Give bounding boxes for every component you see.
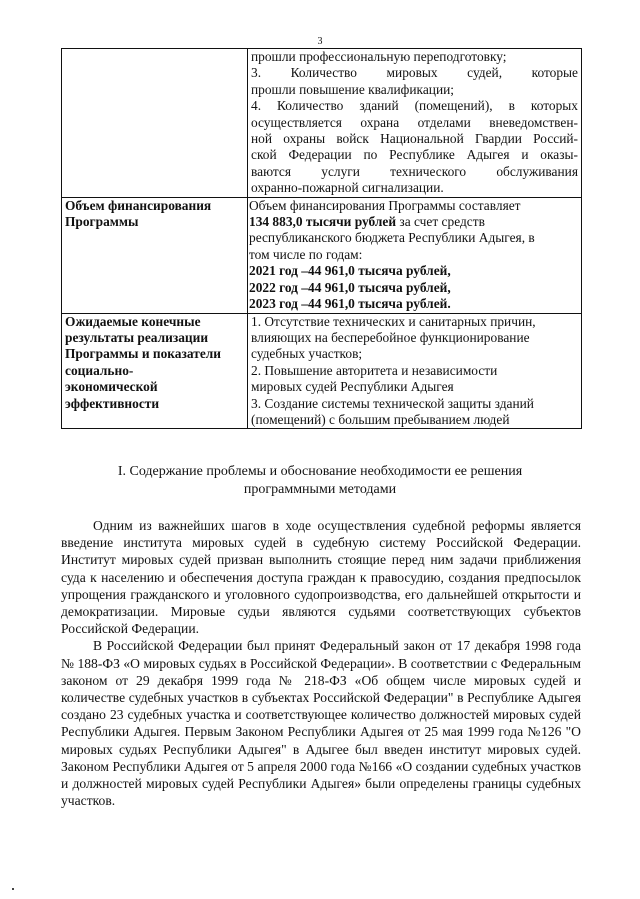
section-body [61, 517, 581, 809]
financing-year: 2022 год –44 961,0 тысяча рублей, [249, 279, 451, 295]
row2-label-line: Программы [65, 214, 139, 230]
financing-intro: Объем финансирования Программы составляет [249, 197, 521, 213]
scan-speck [12, 888, 14, 890]
row3-label-line: Программы и показатели [65, 346, 221, 362]
section-heading-line: программными методами [243, 482, 397, 497]
row3-label-line: экономической [65, 379, 158, 395]
row1-line: ской Федерации по Республике Адыгея и оказы- [251, 147, 578, 163]
row3-line: 1. Отсутствие технических и санитарных причин, [251, 313, 536, 329]
row1-line: прошли повышение квалификации; [251, 81, 454, 97]
row3-label-line: социально- [65, 362, 134, 378]
financing-amount-tail: за счет средств [396, 214, 485, 230]
row3-label-line: Ожидаемые конечные [65, 313, 201, 329]
row3-label-line: эффективности [65, 395, 160, 411]
row1-line: 3. Количество мировых судей, которые [251, 65, 578, 81]
financing-amount-line [249, 214, 578, 230]
row1-label-cell [62, 49, 248, 198]
table-row-results [62, 313, 582, 429]
row3-label-cell [62, 313, 248, 429]
row1-line: прошли профессиональную переподготовку; [251, 49, 507, 64]
row3-label-line: результаты реализации [65, 329, 209, 345]
row2-label-cell [62, 197, 248, 313]
body-paragraph: В Российской Федерации был принят Федеральный закон от 17 декабря 1998 года № 188-ФЗ «О мировых судьях в Российской Федерации». В соответствии с Федеральным законом от 29 декабря 1999 года № 218-ФЗ «Об общем числе мировых судей и количестве судебных участков в субъектах Российской Федерации" в Республике Адыгея создано 23 судебных участка и соответствующее количество должностей мировых судей Республики Адыгея. Первым Законом Республики Адыгея от 25 мая 1999 года №126 "О мировых судьях Республики Адыгея" в Адыгее был введен институт мировых судей. Законом Республики Адыгея от 5 апреля 2000 года №166 «О создании судебных участков и должностей мировых судей Республики Адыгея» были определены границы судебных участков. [61, 638, 581, 809]
financing-amount: 134 883,0 тысячи рублей [249, 214, 397, 230]
row3-line: (помещений) с большим пребыванием людей [251, 411, 510, 427]
row3-value-cell [248, 313, 582, 429]
row1-line: ной охраны войск Национальной Гвардии Россий- [251, 131, 578, 147]
row1-line: 4. Количество зданий (помещений), в которых [251, 98, 578, 114]
row2-label-line: Объем финансирования [65, 197, 212, 213]
row1-line: осуществляется охрана отделами вневедомствен- [251, 114, 578, 130]
row3-line: судебных участков; [251, 346, 363, 362]
section-heading-line: I. Содержание проблемы и обоснование необходимости ее решения [117, 464, 523, 479]
row1-line: охранно-пожарной сигнализации. [251, 180, 444, 196]
financing-year: 2023 год –44 961,0 тысяча рублей. [249, 296, 451, 312]
row3-line: влияющих на бесперебойное функционирование [251, 329, 530, 345]
body-paragraph: Одним из важнейших шагов в ходе осуществления судебной реформы является введение института мировых судей в судебную систему Российской Федерации. Институт мировых судей призван выполнить стоящие перед ним задачи приближения суда к населению и обеспечения доступа граждан к правосудию, создания предпосылок упрощения гражданского и уголовного судопроизводства, его дальнейшей открытости и демократизации. Мировые судьи являются судьями соответствующих субъектов Российской Федерации. [61, 518, 581, 637]
row3-line: 3. Создание системы технической защиты зданий [251, 395, 534, 411]
row1-value-cell [248, 49, 582, 198]
financing-year: 2021 год –44 961,0 тысяча рублей, [249, 263, 451, 279]
row1-line: ваются услуги технического обслуживания [251, 163, 578, 179]
financing-intro-line: республиканского бюджета Республики Адыгея, в [249, 230, 535, 246]
program-passport-table [61, 48, 582, 429]
row2-value-cell [248, 197, 582, 313]
page-number: 3 [317, 36, 323, 47]
financing-intro-line: том числе по годам: [249, 246, 363, 262]
table-row-financing [62, 197, 582, 313]
row3-line: мировых судей Республики Адыгея [251, 379, 454, 395]
table-row-indicators [62, 49, 582, 198]
section-heading [90, 463, 550, 499]
row3-line: 2. Повышение авторитета и независимости [251, 362, 498, 378]
